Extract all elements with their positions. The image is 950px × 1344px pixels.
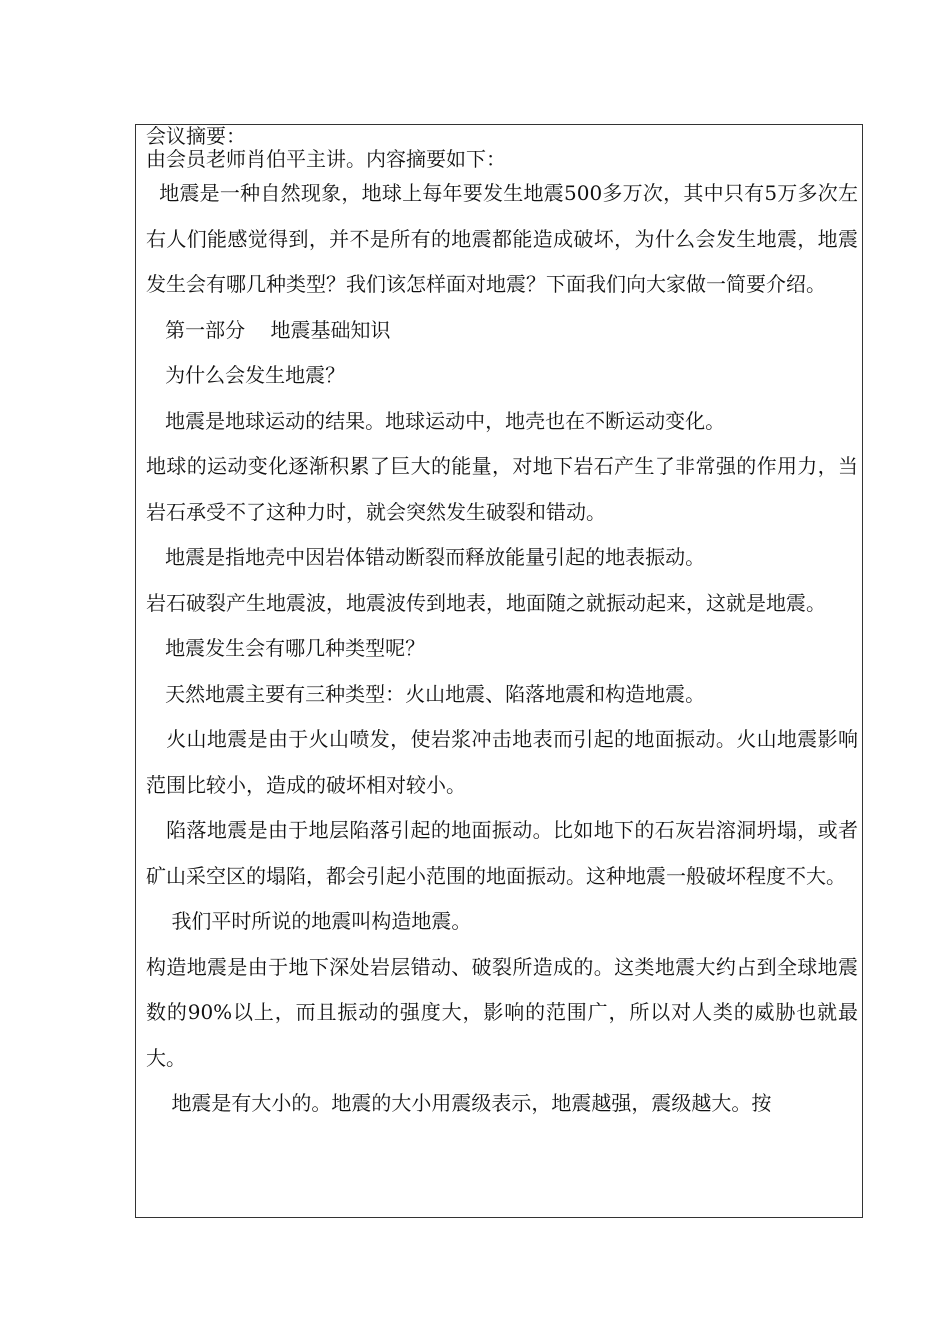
summary-paragraphs — [146, 171, 858, 1127]
paragraph: 地球的运动变化逐渐积累了巨大的能量，对地下岩石产生了非常强的作用力，当岩石承受不了这种力时，就会突然发生破裂和错动。 — [146, 454, 858, 524]
paragraph: 地震是指地壳中因岩体错动断裂而释放能量引起的地表振动。 — [146, 545, 706, 569]
summary-intro: 由会员老师肖伯平主讲。内容摘要如下： — [146, 147, 506, 171]
paragraph: 构造地震是由于地下深处岩层错动、破裂所造成的。这类地震大约占到全球地震数的90%以上，而且振动的强度大，影响的范围广，所以对人类的威胁也就最大。 — [146, 954, 858, 1070]
paragraph: 天然地震主要有三种类型：火山地震、陷落地震和构造地震。 — [146, 681, 706, 706]
paragraph: 火山地震是由于火山喷发，使岩浆冲击地表而引起的地面振动。火山地震影响范围比较小，造成的破坏相对较小。 — [146, 727, 859, 797]
paragraph: 为什么会发生地震？ — [146, 363, 346, 387]
paragraph: 第一部分 地震基础知识 — [146, 317, 391, 342]
meeting-summary-box — [135, 124, 863, 1218]
paragraph: 地震是有大小的。地震的大小用震级表示，地震越强，震级越大。按 — [146, 1091, 772, 1115]
paragraph: 岩石破裂产生地震波，地震波传到地表，地面随之就振动起来，这就是地震。 — [146, 590, 826, 615]
paragraph: 地震是一种自然现象，地球上每年要发生地震500多万次，其中只有5万多次左右人们能感觉得到，并不是所有的地震都能造成破坏，为什么会发生地震，地震发生会有哪几种类型？我们该怎样面对地震？下面我们向大家做一简要介绍。 — [146, 181, 858, 296]
paragraph: 地震发生会有哪几种类型呢？ — [146, 636, 426, 660]
paragraph: 地震是地球运动的结果。地球运动中，地壳也在不断运动变化。 — [146, 408, 726, 433]
paragraph: 陷落地震是由于地层陷落引起的地面振动。比如地下的石灰岩溶洞坍塌，或者矿山采空区的塌陷，都会引起小范围的地面振动。这种地震一般破坏程度不大。 — [146, 818, 859, 888]
meeting-summary-content — [146, 125, 858, 1127]
paragraph: 我们平时所说的地震叫构造地震。 — [146, 909, 472, 933]
summary-title: 会议摘要： — [146, 124, 246, 148]
